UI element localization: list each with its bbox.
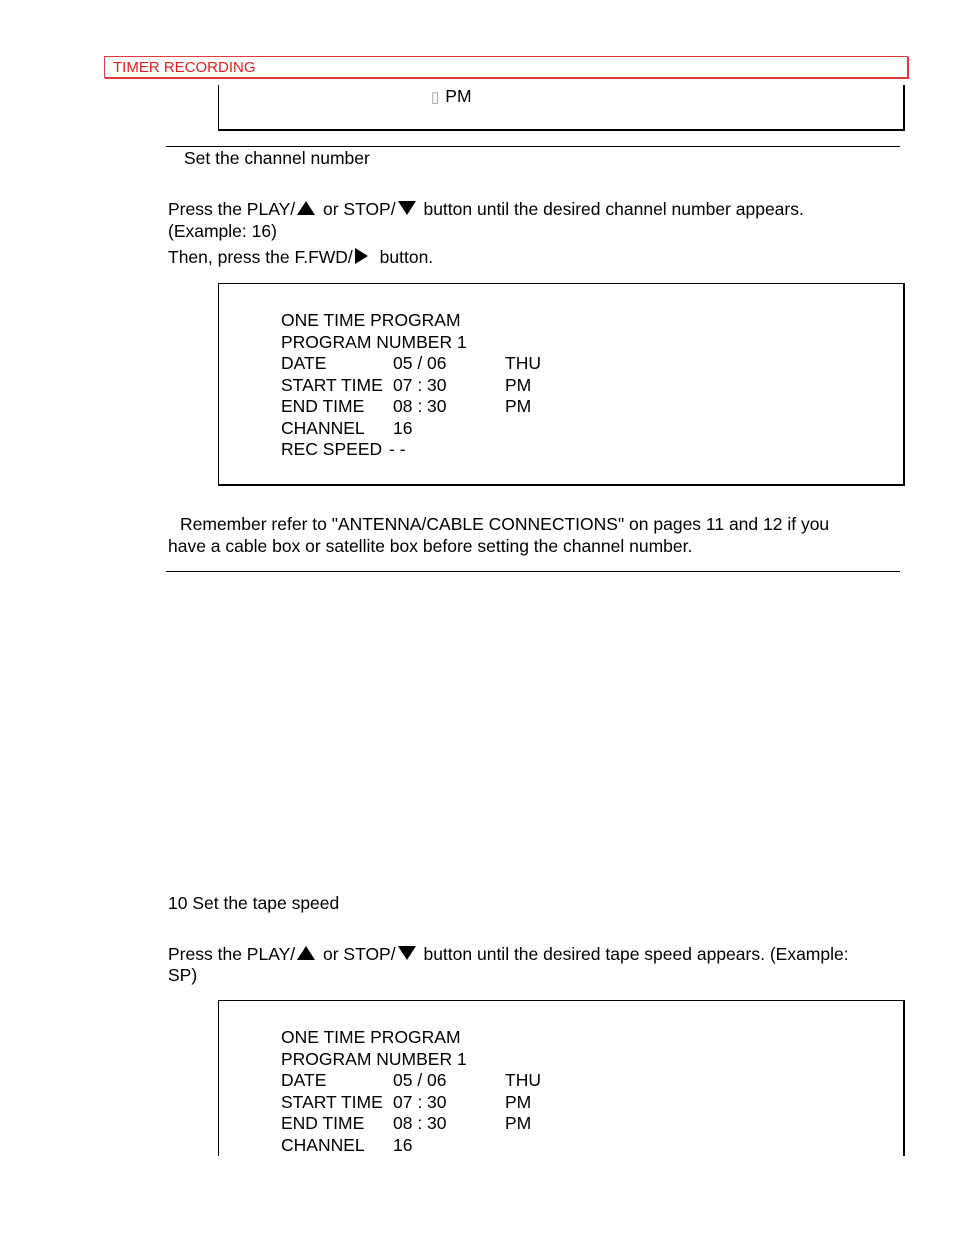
osd-date-label: DATE bbox=[281, 1070, 327, 1090]
placeholder-glyph-icon: ▯ bbox=[431, 89, 440, 106]
osd-channel-value: 16 bbox=[393, 1134, 413, 1155]
note-text: have a cable box or satellite box before setting the channel number. bbox=[168, 536, 693, 556]
osd-channel-label: CHANNEL bbox=[281, 1134, 365, 1155]
osd-program: PROGRAM NUMBER 1 bbox=[281, 331, 467, 352]
osd-end-value: 08 : 30 bbox=[393, 396, 447, 416]
osd-date-value: 05 / 06 bbox=[393, 1070, 447, 1090]
example-text: SP) bbox=[168, 965, 198, 985]
osd-start-value: 07 : 30 bbox=[393, 1091, 447, 1112]
osd-channel-value: 16 bbox=[393, 417, 413, 438]
osd-start-ampm: PM bbox=[505, 1091, 532, 1112]
section-title: TIMER RECORDING bbox=[113, 59, 256, 76]
instruction-line: Press the PLAY/ or STOP/ button until the desired tape speed appears. (Example: bbox=[168, 944, 849, 964]
osd-ampm: PM bbox=[445, 86, 472, 106]
osd-program: PROGRAM NUMBER 1 bbox=[281, 1048, 467, 1069]
osd-channel-label: CHANNEL bbox=[281, 417, 365, 438]
osd-speed-value: - - bbox=[389, 439, 406, 459]
osd-date-day: THU bbox=[505, 353, 541, 373]
osd-end-label: END TIME bbox=[281, 1113, 365, 1133]
step-title: 10 Set the tape speed bbox=[168, 893, 340, 913]
osd-start-label: START TIME bbox=[281, 1091, 383, 1112]
osd-date-value: 05 / 06 bbox=[393, 353, 447, 373]
right-triangle-icon bbox=[355, 248, 368, 264]
note-text: Remember refer to "ANTENNA/CABLE CONNECTIONS" on pages 11 and 12 if you bbox=[180, 514, 830, 534]
osd-title: ONE TIME PROGRAM bbox=[281, 1027, 461, 1047]
up-triangle-icon bbox=[297, 946, 315, 960]
down-triangle-icon bbox=[398, 201, 416, 215]
osd-end-value: 08 : 30 bbox=[393, 1113, 447, 1133]
osd-box-previous bbox=[218, 85, 905, 131]
osd-screen-box bbox=[218, 283, 905, 486]
osd-start-value: 07 : 30 bbox=[393, 374, 447, 395]
instruction-line: Then, press the F.FWD/ button. bbox=[168, 247, 434, 267]
osd-start-ampm: PM bbox=[505, 374, 532, 395]
osd-date-day: THU bbox=[505, 1070, 541, 1090]
osd-screen-box bbox=[218, 1000, 905, 1156]
osd-end-label: END TIME bbox=[281, 396, 365, 416]
down-triangle-icon bbox=[398, 946, 416, 960]
step-title: Set the channel number bbox=[184, 148, 370, 168]
example-text: (Example: 16) bbox=[168, 221, 277, 241]
divider-top bbox=[166, 146, 900, 147]
up-triangle-icon bbox=[297, 201, 315, 215]
osd-speed-label: REC SPEED bbox=[281, 439, 383, 459]
osd-start-label: START TIME bbox=[281, 374, 383, 395]
osd-title: ONE TIME PROGRAM bbox=[281, 310, 461, 330]
osd-date-label: DATE bbox=[281, 353, 327, 373]
instruction-line: Press the PLAY/ or STOP/ button until the desired channel number appears. bbox=[168, 199, 804, 219]
osd-end-ampm: PM bbox=[505, 1113, 532, 1133]
osd-end-ampm: PM bbox=[505, 396, 532, 416]
section-header bbox=[104, 56, 908, 78]
divider-bottom bbox=[166, 571, 900, 572]
